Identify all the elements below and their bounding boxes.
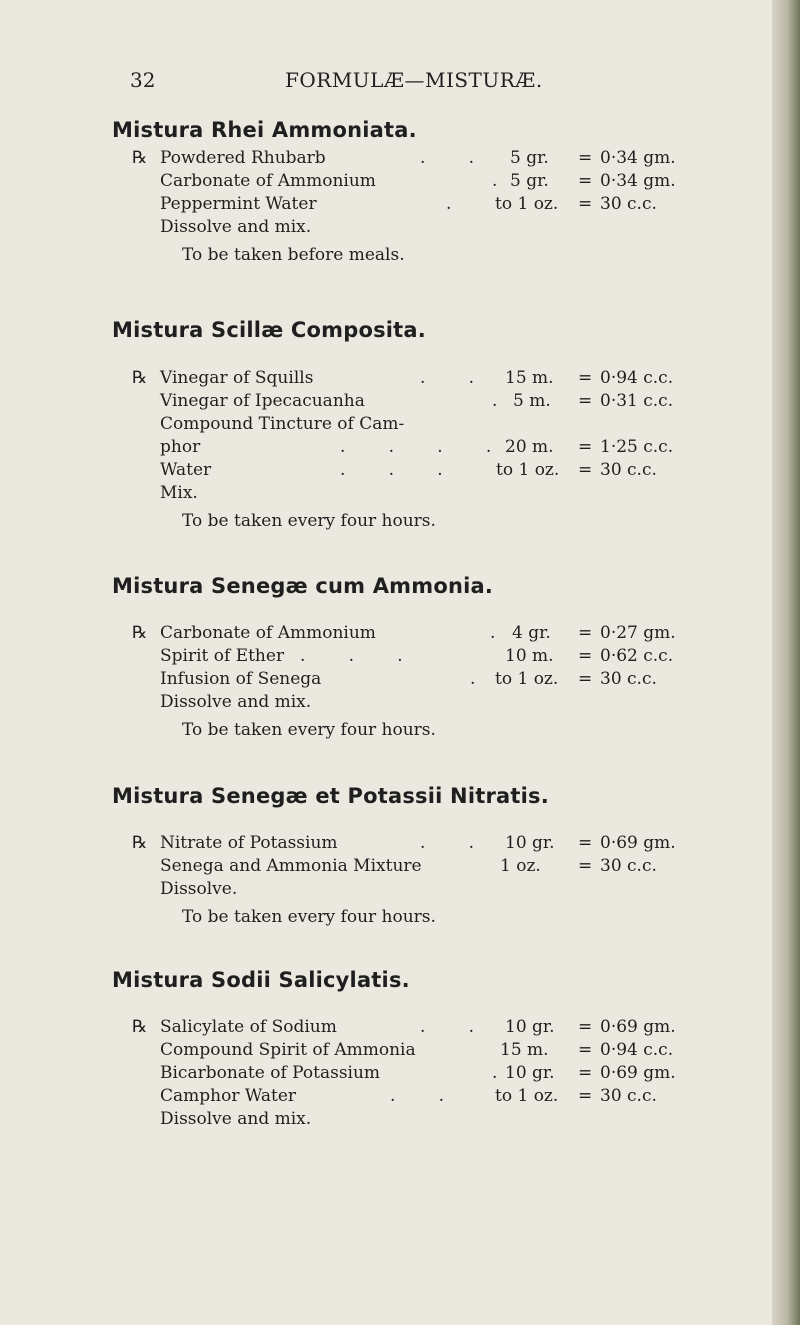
equals-sign: =: [578, 437, 593, 457]
ingredient-quantity: 10 m.: [505, 646, 554, 666]
leader-dots: . . .: [340, 460, 443, 480]
metric-equivalent: 0·62 c.c.: [600, 646, 674, 666]
ingredient-name: Carbonate of Ammonium: [160, 623, 376, 643]
ingredient-name: Salicylate of Sodium: [160, 1017, 337, 1037]
metric-equivalent: 0·69 gm.: [600, 1063, 676, 1083]
recipe-symbol: ℞: [132, 833, 148, 853]
leader-dots: . .: [420, 148, 475, 168]
equals-sign: =: [578, 148, 593, 168]
metric-equivalent: 30 c.c.: [600, 1086, 657, 1106]
ingredient-row: [0, 460, 780, 484]
ingredient-quantity: to 1 oz.: [496, 460, 560, 480]
equals-sign: =: [578, 1017, 593, 1037]
formula-title: Mistura Scillæ Composita.: [112, 318, 426, 342]
ingredient-row: [0, 1086, 780, 1110]
direction-text: Mix.: [160, 483, 198, 503]
metric-equivalent: 0·31 c.c.: [600, 391, 674, 411]
leader-dots: .: [492, 391, 498, 411]
ingredient-quantity: 20 m.: [505, 437, 554, 457]
leader-dots: .: [446, 194, 452, 214]
ingredient-quantity: 15 m.: [505, 368, 554, 388]
leader-dots: . . . .: [340, 437, 492, 457]
metric-equivalent: 0·27 gm.: [600, 623, 676, 643]
formula-title: Mistura Senegæ cum Ammonia.: [112, 574, 494, 598]
recipe-symbol: ℞: [132, 623, 148, 643]
ingredient-quantity: 10 gr.: [505, 833, 555, 853]
ingredient-name: Powdered Rhubarb: [160, 148, 326, 168]
leader-dots: .: [492, 1063, 498, 1083]
ingredient-name: Spirit of Ether: [160, 646, 285, 666]
ingredient-name: Compound Tincture of Cam-: [160, 414, 405, 434]
ingredient-quantity: 5 gr.: [510, 148, 549, 168]
recipe-symbol: ℞: [132, 148, 148, 168]
equals-sign: =: [578, 1040, 593, 1060]
ingredient-name: Infusion of Senega: [160, 669, 322, 689]
ingredient-row: [0, 414, 780, 438]
ingredient-row: [0, 171, 780, 195]
equals-sign: =: [578, 623, 593, 643]
leader-dots: . .: [420, 833, 475, 853]
ingredient-row: [0, 148, 780, 172]
ingredient-row: [0, 833, 780, 857]
metric-equivalent: 0·94 c.c.: [600, 1040, 674, 1060]
metric-equivalent: 0·69 gm.: [600, 833, 676, 853]
leader-dots: . . .: [300, 646, 403, 666]
direction-text: Dissolve.: [160, 879, 238, 899]
ingredient-name: Nitrate of Potassium: [160, 833, 338, 853]
ingredient-name: phor: [160, 437, 201, 457]
page-header: [0, 68, 780, 98]
ingredient-quantity: to 1 oz.: [495, 1086, 559, 1106]
equals-sign: =: [578, 646, 593, 666]
formula-title: Mistura Senegæ et Potassii Nitratis.: [112, 784, 549, 808]
metric-equivalent: 0·94 c.c.: [600, 368, 674, 388]
recipe-symbol: ℞: [132, 1017, 148, 1037]
ingredient-name: Senega and Ammonia Mixture: [160, 856, 422, 876]
ingredient-row: [0, 391, 780, 415]
ingredient-row: [0, 856, 780, 880]
ingredient-name: Bicarbonate of Potassium: [160, 1063, 381, 1083]
ingredient-row: [0, 623, 780, 647]
ingredient-name: Peppermint Water: [160, 194, 317, 214]
leader-dots: . .: [420, 368, 475, 388]
ingredient-quantity: to 1 oz.: [495, 194, 559, 214]
equals-sign: =: [578, 460, 593, 480]
formula-title: Mistura Rhei Ammoniata.: [112, 118, 417, 142]
dosage-note: To be taken every four hours.: [182, 720, 436, 740]
ingredient-name: Camphor Water: [160, 1086, 297, 1106]
ingredient-name: Vinegar of Squills: [160, 368, 314, 388]
leader-dots: . .: [420, 1017, 475, 1037]
ingredient-row: [0, 1063, 780, 1087]
metric-equivalent: 30 c.c.: [600, 460, 657, 480]
equals-sign: =: [578, 669, 593, 689]
page-number: 32: [130, 68, 156, 92]
metric-equivalent: 0·34 gm.: [600, 148, 676, 168]
ingredient-quantity: 10 gr.: [505, 1017, 555, 1037]
ingredient-quantity: 5 gr.: [510, 171, 549, 191]
ingredient-name: Vinegar of Ipecacuanha: [160, 391, 365, 411]
equals-sign: =: [578, 856, 593, 876]
leader-dots: .: [492, 171, 498, 191]
dosage-note: To be taken every four hours.: [182, 511, 436, 531]
equals-sign: =: [578, 391, 593, 411]
ingredient-row: [0, 437, 780, 461]
direction-text: Dissolve and mix.: [160, 1109, 312, 1129]
ingredient-quantity: 10 gr.: [505, 1063, 555, 1083]
direction-text: Dissolve and mix.: [160, 217, 312, 237]
ingredient-quantity: 5 m.: [513, 391, 551, 411]
metric-equivalent: 30 c.c.: [600, 856, 657, 876]
ingredient-row: [0, 1017, 780, 1041]
equals-sign: =: [578, 1086, 593, 1106]
equals-sign: =: [578, 1063, 593, 1083]
ingredient-quantity: 4 gr.: [512, 623, 551, 643]
metric-equivalent: 30 c.c.: [600, 669, 657, 689]
equals-sign: =: [578, 368, 593, 388]
ingredient-row: [0, 646, 780, 670]
ingredient-name: Carbonate of Ammonium: [160, 171, 376, 191]
direction-text: Dissolve and mix.: [160, 692, 312, 712]
recipe-symbol: ℞: [132, 368, 148, 388]
metric-equivalent: 0·69 gm.: [600, 1017, 676, 1037]
ingredient-name: Water: [160, 460, 212, 480]
ingredient-name: Compound Spirit of Ammonia: [160, 1040, 416, 1060]
equals-sign: =: [578, 171, 593, 191]
ingredient-quantity: 1 oz.: [500, 856, 541, 876]
dosage-note: To be taken before meals.: [182, 245, 405, 265]
leader-dots: .: [490, 623, 496, 643]
metric-equivalent: 30 c.c.: [600, 194, 657, 214]
ingredient-row: [0, 368, 780, 392]
equals-sign: =: [578, 833, 593, 853]
ingredient-quantity: 15 m.: [500, 1040, 549, 1060]
page-edge: [772, 0, 800, 1325]
leader-dots: .: [470, 669, 476, 689]
formula-title: Mistura Sodii Salicylatis.: [112, 968, 410, 992]
metric-equivalent: 0·34 gm.: [600, 171, 676, 191]
ingredient-row: [0, 669, 780, 693]
leader-dots: . .: [390, 1086, 445, 1106]
running-head: FORMULÆ—MISTURÆ.: [285, 68, 543, 92]
equals-sign: =: [578, 194, 593, 214]
ingredient-quantity: to 1 oz.: [495, 669, 559, 689]
metric-equivalent: 1·25 c.c.: [600, 437, 674, 457]
ingredient-row: [0, 1040, 780, 1064]
dosage-note: To be taken every four hours.: [182, 907, 436, 927]
ingredient-row: [0, 194, 780, 218]
